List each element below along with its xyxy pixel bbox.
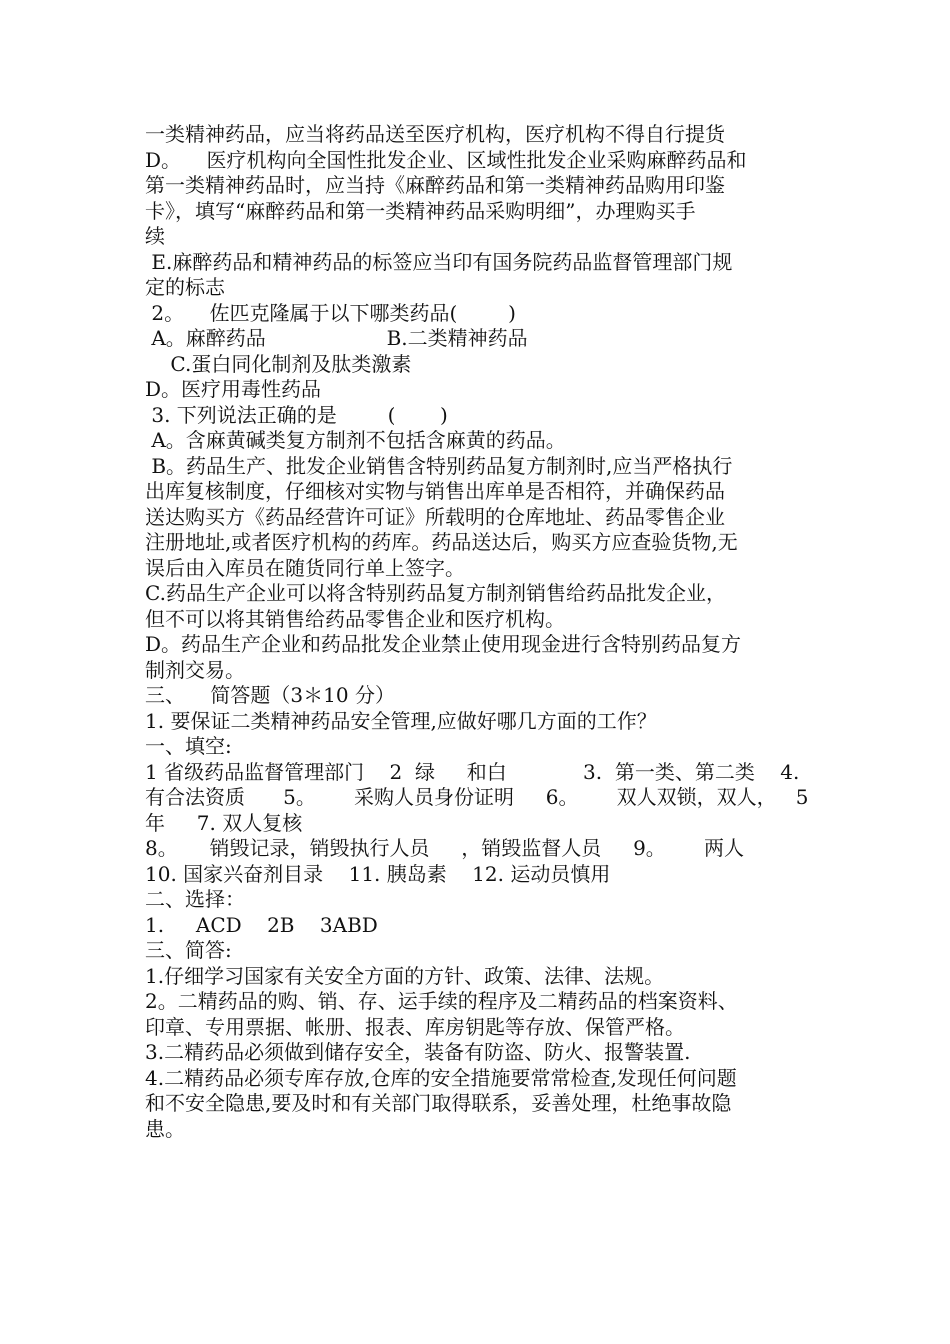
question-2: 2。 佐匹克隆属于以下哪类药品( ) [145, 300, 516, 325]
option-line: A。含麻黄碱类复方制剂不包括含麻黄的药品。 [145, 428, 566, 452]
text-line: 送达购买方《药品经营许可证》所载明的仓库地址、药品零售企业 [145, 504, 725, 529]
option-line: D。医疗用毒性药品 [145, 377, 322, 401]
text-line: 定的标志 [145, 275, 225, 299]
answer-line: 1. ACD 2B 3ABD [145, 912, 378, 937]
text-line: 注册地址,或者医疗机构的药库。药品送达后，购买方应查验货物,无 [145, 530, 738, 554]
answer-line: 1.仔细学习国家有关安全方面的方针、政策、法律、法规。 [145, 963, 665, 988]
text-line: 一类精神药品，应当将药品送至医疗机构，医疗机构不得自行提货 [145, 122, 725, 146]
text-line: 但不可以将其销售给药品零售企业和医疗机构。 [145, 606, 565, 631]
option-line: B。药品生产、批发企业销售含特别药品复方制剂时,应当严格执行 [145, 453, 733, 478]
answer-line: 和不安全隐患,要及时和有关部门取得联系，妥善处理，杜绝事故隐 [145, 1091, 732, 1115]
option-line: C.药品生产企业可以将含特别药品复方制剂销售给药品批发企业， [145, 581, 726, 605]
answer-line: 有合法资质 5。 采购人员身份证明 6。 双人双锁，双人， 5 [145, 785, 809, 809]
document-body [145, 122, 810, 1142]
text-line: 第一类精神药品时，应当持《麻醉药品和第一类精神药品购用印鉴 [145, 173, 725, 197]
text-line: 出库复核制度，仔细核对实物与销售出库单是否相符，并确保药品 [145, 479, 725, 503]
option-line: A。麻醉药品 B.二类精神药品 [145, 326, 528, 350]
option-line: C.蛋白同化制剂及肽类激素 [145, 351, 412, 376]
answer-line: 8。 销毁记录，销毁执行人员 ，销毁监督人员 9。 两人 [145, 836, 744, 860]
answer-line: 患。 [145, 1116, 185, 1141]
text-line: 卡》，填写“麻醉药品和第一类精神药品采购明细”，办理购买手 [145, 198, 696, 223]
text-line: E.麻醉药品和精神药品的标签应当印有国务院药品监督管理部门规 [145, 249, 733, 274]
question-3: 3. 下列说法正确的是 ( ) [145, 402, 448, 427]
answer-line: 印章、专用票据、帐册、报表、库房钥匙等存放、保管严格。 [145, 1014, 685, 1039]
answer-line: 4.二精药品必须专库存放,仓库的安全措施要常常检查,发现任何问题 [145, 1065, 737, 1090]
text-line: 误后由入库员在随货同行单上签字。 [145, 555, 465, 580]
answer-line: 3.二精药品必须做到储存安全，装备有防盗、防火、报警装置. [145, 1040, 691, 1064]
text-line: D。 医疗机构向全国性批发企业、区域性批发企业采购麻醉药品和 [145, 147, 747, 172]
answer-heading-short: 三、简答: [145, 938, 232, 962]
question-line: 1. 要保证二类精神药品安全管理,应做好哪几方面的工作？ [145, 708, 657, 733]
answer-line: 年 7. 双人复核 [145, 810, 303, 835]
answer-line: 10. 国家兴奋剂目录 11. 胰岛素 12. 运动员慎用 [145, 861, 611, 886]
option-line: D。药品生产企业和药品批发企业禁止使用现金进行含特别药品复方 [145, 632, 742, 656]
answer-heading-choice: 二、选择： [145, 887, 245, 911]
section-heading: 三、 简答题（3＊10 分） [145, 683, 395, 707]
text-line: 制剂交易。 [145, 657, 245, 682]
text-line: 续 [145, 224, 165, 248]
answer-line: 2。二精药品的购、销、存、运手续的程序及二精药品的档案资料、 [145, 989, 738, 1013]
answer-heading-fill: 一、填空: [145, 734, 232, 758]
answer-line: 1 省级药品监督管理部门 2 绿 和白 3. 第一类、第二类 4. [145, 759, 800, 784]
